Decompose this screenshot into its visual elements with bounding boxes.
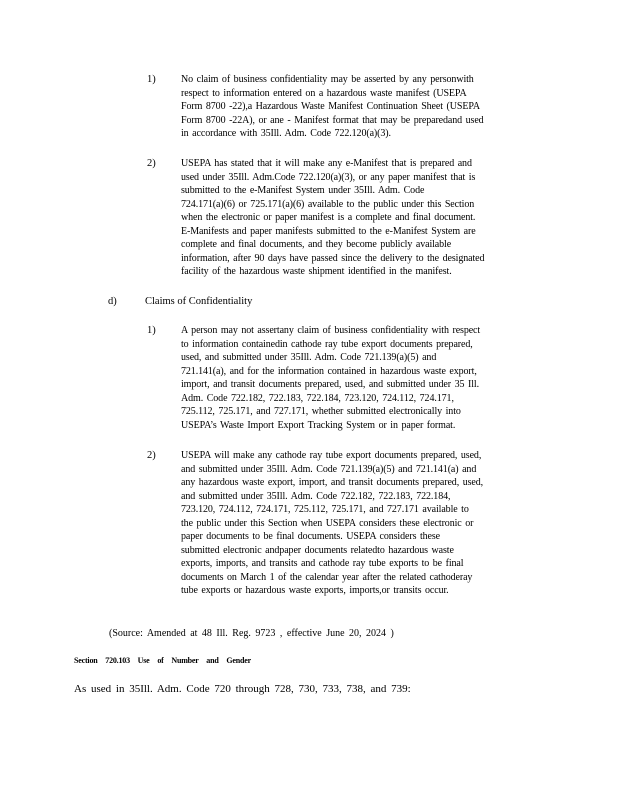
text-line: submitted to the e-Manifest System under 35Ill. Adm. Code xyxy=(181,185,425,196)
text-line: when the electronic or paper manifest is a complete and final document. xyxy=(181,212,476,223)
text-line: used, and submitted under 35Ill. Adm. Code 721.139(a)(5) and xyxy=(181,352,437,363)
text-line: information, after 90 days have passed since the delivery to the designated xyxy=(181,252,485,264)
text-line: the public under this Section when USEPA considers these electronic or xyxy=(181,517,474,529)
text-line: used under 35Ill. Adm.Code 722.120(a)(3), or any paper manifest that is xyxy=(181,171,476,183)
text-line: tube exports or hazardous waste exports, imports,or transits occur. xyxy=(181,585,449,596)
item-2-text xyxy=(181,157,531,279)
text-line: Adm. Code 722.182, 722.183, 722.184, 723.120, 724.112, 724.171, xyxy=(181,392,454,404)
text-line: USEPA has stated that it will make any e-Manifest that is prepared and xyxy=(181,158,472,169)
text-line: E-Manifests and paper manifests submitted to the e-Manifest System are xyxy=(181,225,476,237)
body-text: As used in 35Ill. Adm. Code 720 through 728, 730, 733, 738, and 739: xyxy=(74,683,411,695)
text-line: 721.141(a), and for the information contained in hazardous waste export, xyxy=(181,365,477,377)
item-2-label: 2) xyxy=(147,158,156,169)
text-line: submitted electronic andpaper documents relatedto hazardous waste xyxy=(181,544,454,556)
source-note: (Source: Amended at 48 Ill. Reg. 9723 , effective June 20, 2024 ) xyxy=(109,628,394,639)
text-line: No claim of business confidentiality may be asserted by any personwith xyxy=(181,74,474,85)
text-line: exports, imports, and transits and cathode ray tube exports to be final xyxy=(181,558,464,569)
text-line: respect to information entered on a hazardous waste manifest (USEPA xyxy=(181,87,467,99)
text-line: A person may not assertany claim of business confidentiality with respect xyxy=(181,325,481,336)
subsection-title: Claims of Confidentiality xyxy=(145,296,253,307)
subsection-label: d) xyxy=(108,296,117,307)
sub-item-1-label: 1) xyxy=(147,325,156,336)
text-line: import, and transit documents prepared, used, and submitted under 35 Ill. xyxy=(181,379,479,390)
item-1-text xyxy=(181,73,529,141)
text-line: and submitted under 35Ill. Adm. Code 722.182, 722.183, 722.184, xyxy=(181,490,451,502)
text-line: to information containedin cathode ray tube export documents prepared, xyxy=(181,338,473,350)
text-line: USEPA will make any cathode ray tube export documents prepared, used, xyxy=(181,450,482,461)
text-line: 725.112, 725.171, and 727.171, whether submitted electronically into xyxy=(181,406,461,417)
text-line: USEPA’s Waste Import Export Tracking System or in paper format. xyxy=(181,419,456,431)
text-line: paper documents to be final documents. USEPA considers these xyxy=(181,531,441,542)
item-1-label: 1) xyxy=(147,74,156,85)
sub-item-2-label: 2) xyxy=(147,450,156,461)
text-line: any hazardous waste export, import, and transit documents prepared, used, xyxy=(181,477,484,488)
text-line: in accordance with 35Ill. Adm. Code 722.120(a)(3). xyxy=(181,128,391,139)
text-line: Form 8700 -22A), or ane - Manifest format that may be preparedand used xyxy=(181,114,484,126)
text-line: Form 8700 -22),a Hazardous Waste Manifest Continuation Sheet (USEPA xyxy=(181,101,481,112)
text-line: documents on March 1 of the calendar year after the related cathoderay xyxy=(181,571,473,583)
text-line: facility of the hazardous waste shipment identified in the manifest. xyxy=(181,266,452,277)
text-line: complete and final documents, and they become publicly available xyxy=(181,239,452,250)
text-line: 723.120, 724.112, 724.171, 725.112, 725.171, and 727.171 available to xyxy=(181,504,469,515)
section-heading: Section 720.103 Use of Number and Gender xyxy=(74,656,251,665)
text-line: 724.171(a)(6) or 725.171(a)(6) available to the public under this Section xyxy=(181,198,475,210)
sub-item-1-text xyxy=(181,324,529,432)
sub-item-2-text xyxy=(181,449,537,598)
text-line: and submitted under 35Ill. Adm. Code 721.139(a)(5) and 721.141(a) and xyxy=(181,463,477,475)
